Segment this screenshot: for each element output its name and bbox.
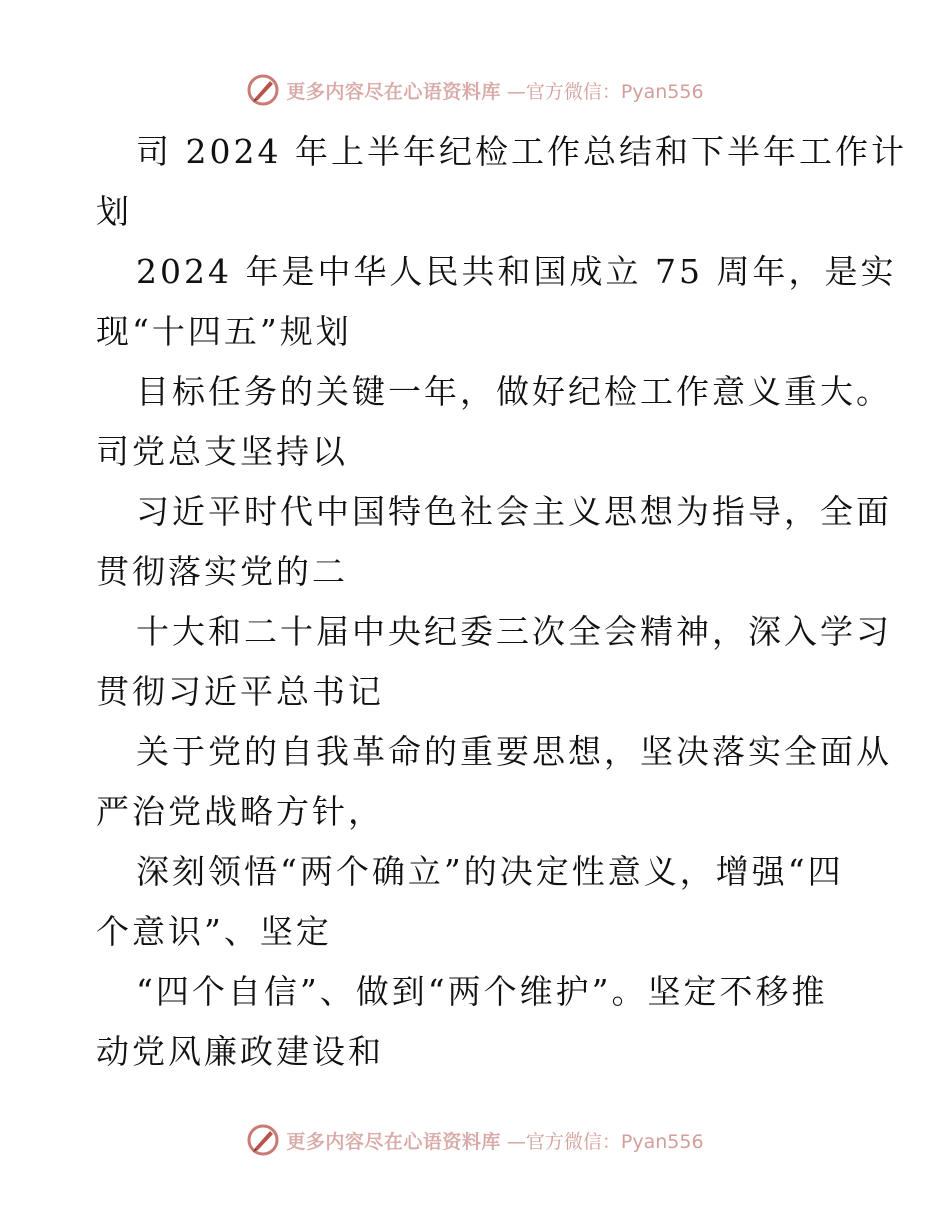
watermark-official-text: —官方微信：Pyan556 [506,80,704,103]
text-line: 十大和二十届中央纪委三次全会精神，深入学习 [136,612,892,651]
text-line: 2024 年是中华人民共和国成立 75 周年，是实 [136,252,897,291]
text-line: 关于党的自我革命的重要思想，坚决落实全面从 [136,732,892,771]
text-line: 贯彻落实党的二 [96,552,348,591]
watermark-site-text: 更多内容尽在心语资料库 [286,80,501,103]
text-line: 现“十四五”规划 [96,312,352,351]
text-line: “四个自信”、做到“两个维护”。坚定不移推 [136,972,828,1011]
quill-logo-icon [246,1123,280,1157]
text-line: 贯彻习近平总书记 [96,672,384,711]
text-line: 深刻领悟“两个确立”的决定性意义，增强“四 [136,852,844,891]
watermark-official-text: —官方微信：Pyan556 [506,1130,704,1153]
document-body [96,122,907,1082]
text-line: 严治党战略方针， [96,792,384,831]
text-line: 划 [96,192,132,231]
text-line: 司 2024 年上半年纪检工作总结和下半年工作计 [136,132,907,171]
text-line: 习近平时代中国特色社会主义思想为指导，全面 [136,492,892,531]
text-line: 动党风廉政建设和 [96,1032,384,1071]
text-line: 司党总支坚持以 [96,432,348,471]
quill-logo-icon [246,73,280,107]
watermark-site-text: 更多内容尽在心语资料库 [286,1130,501,1153]
text-line: 目标任务的关键一年，做好纪检工作意义重大。 [136,372,892,411]
footer-watermark [0,1120,950,1160]
text-line: 个意识”、坚定 [96,912,332,951]
header-watermark [0,70,950,110]
